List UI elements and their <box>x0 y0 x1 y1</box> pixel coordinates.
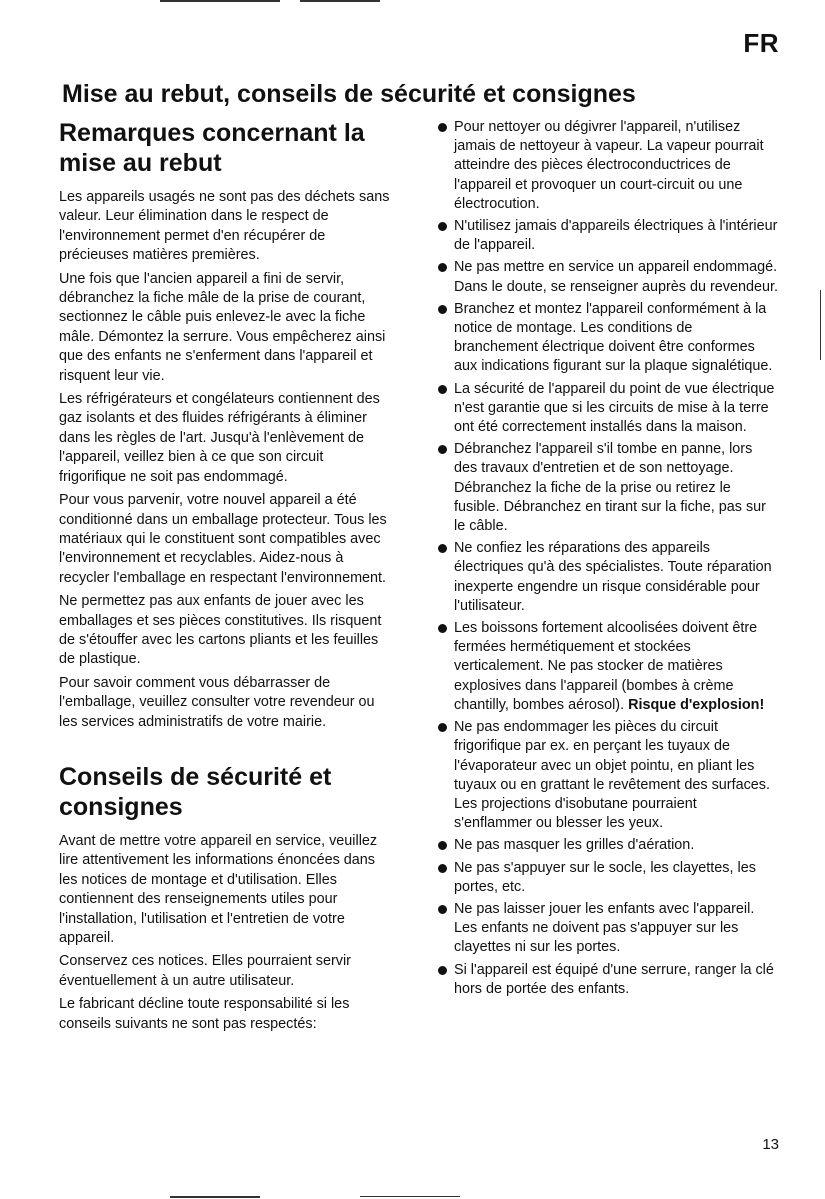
paragraph: Les réfrigérateurs et congélateurs contiennent des gaz isolants et des fluides réfrigérants à éliminer dans les règles de l'art. Jusqu'à l'enlèvement de l'appareil, veillez bien à ce que son circuit frigorifique ne soit pas endommagé. <box>59 391 380 485</box>
list-item: Si l'appareil est équipé d'une serrure, ranger la clé hors de portée des enfants. <box>438 961 778 999</box>
language-code: FR <box>743 28 779 58</box>
paragraph: Une fois que l'ancien appareil a fini de servir, débranchez la fiche mâle de la prise de courant, sectionnez le câble puis enlevez-le avec la fiche mâle. Démontez la serrure. Vous empêcherez ainsi que des enfants ne s'enferment dans l'appareil et risquent leur vie. <box>59 270 386 384</box>
scan-mark-bottom <box>170 1196 260 1198</box>
section-title-disposal: Remarques concernant la mise au rebut <box>59 119 365 177</box>
alcohol-text: Les boissons fortement alcoolisées doivent être fermées hermétiquement et stockées verticalement. Ne pas stocker de matières explosives dans l'appareil (bombes à crème chantilly, bombes aérosol). <box>454 620 758 713</box>
list-item: Ne pas laisser jouer les enfants avec l'appareil. Les enfants ne doivent pas s'appuyer sur les clayettes ni sur les portes. <box>438 900 778 958</box>
explosion-warning: Risque d'explosion! <box>628 696 765 713</box>
section-title-safety: Conseils de sécurité et consignes <box>59 762 332 821</box>
list-item <box>438 619 778 715</box>
page-title: Mise au rebut, conseils de sécurité et consignes <box>62 80 636 108</box>
list-item: La sécurité de l'appareil du point de vue électrique n'est garantie que si les circuits de mise à la terre ont été correctement installés dans la maison. <box>438 380 778 438</box>
list-item: Pour nettoyer ou dégivrer l'appareil, n'utilisez jamais de nettoyeur à vapeur. La vapeur pourrait atteindre des pièces électroconductrices de l'appareil et provoquer un court-circuit ou une électrocution. <box>438 118 778 214</box>
right-column <box>438 118 778 1002</box>
list-item: Débranchez l'appareil s'il tombe en panne, lors des travaux d'entretien et de son nettoyage. Débranchez la fiche de la prise ou retirez le fusible. Débranchez en tirant sur la fiche, pas sur le câble. <box>438 440 778 536</box>
paragraph: Pour savoir comment vous débarrasser de l'emballage, veuillez consulter votre revendeur ou les services administratifs de votre mairie. <box>59 674 375 730</box>
paragraph: Conservez ces notices. Elles pourraient servir éventuellement à un autre utilisateur. <box>59 953 351 989</box>
paragraph: Pour vous parvenir, votre nouvel appareil a été conditionné dans un emballage protecteur. Tous les matériaux qui le constituent sont compatibles avec l'environnement et recyclables. Aidez-nous à recycler l'emballage en respectant l'environnement. <box>59 492 387 586</box>
list-item: Ne pas endommager les pièces du circuit frigorifique par ex. en perçant les tuyaux de l'évaporateur avec un objet pointu, en pliant les tuyaux ou en grattant le revêtement des surfaces. Les projections d'isobutane pourraient s'enflammer ou blesser les yeux. <box>438 718 778 833</box>
paragraph: Ne permettez pas aux enfants de jouer avec les emballages et ses pièces constitutives. Ils risquent de s'étouffer avec les cartons pliants et les feuilles de plastique. <box>59 593 382 668</box>
left-column <box>59 118 394 1038</box>
paragraph: Les appareils usagés ne sont pas des déchets sans valeur. Leur élimination dans le respect de l'environnement permet d'en récupérer de précieuses matières premières. <box>59 189 390 264</box>
list-item: Ne pas masquer les grilles d'aération. <box>438 836 778 855</box>
scan-mark-bottom-2 <box>360 1196 460 1197</box>
paragraph: Avant de mettre votre appareil en service, veuillez lire attentivement les informations énoncées dans les notices de montage et d'utilisation. Elles contiennent des renseignements utiles pour l'installation, l'utilisation et l'entretien de votre appareil. <box>59 832 378 946</box>
scan-mark-top <box>160 0 280 2</box>
page-number: 13 <box>762 1136 779 1153</box>
list-item: Ne confiez les réparations des appareils électriques qu'à des spécialistes. Toute réparation inexperte engendre un risque considérable pour l'utilisateur. <box>438 539 778 616</box>
list-item: Branchez et montez l'appareil conformément à la notice de montage. Les conditions de branchement électrique doivent être conformes aux indications figurant sur la plaque signalétique. <box>438 300 778 377</box>
paragraph: Le fabricant décline toute responsabilité si les conseils suivants ne sont pas respectés: <box>59 996 350 1032</box>
scan-mark-top-2 <box>300 0 380 2</box>
list-item: Ne pas mettre en service un appareil endommagé. Dans le doute, se renseigner auprès du revendeur. <box>438 258 778 296</box>
scan-mark-right <box>820 290 821 360</box>
list-item: N'utilisez jamais d'appareils électriques à l'intérieur de l'appareil. <box>438 217 778 255</box>
safety-list <box>438 118 778 999</box>
list-item: Ne pas s'appuyer sur le socle, les clayettes, les portes, etc. <box>438 859 778 897</box>
